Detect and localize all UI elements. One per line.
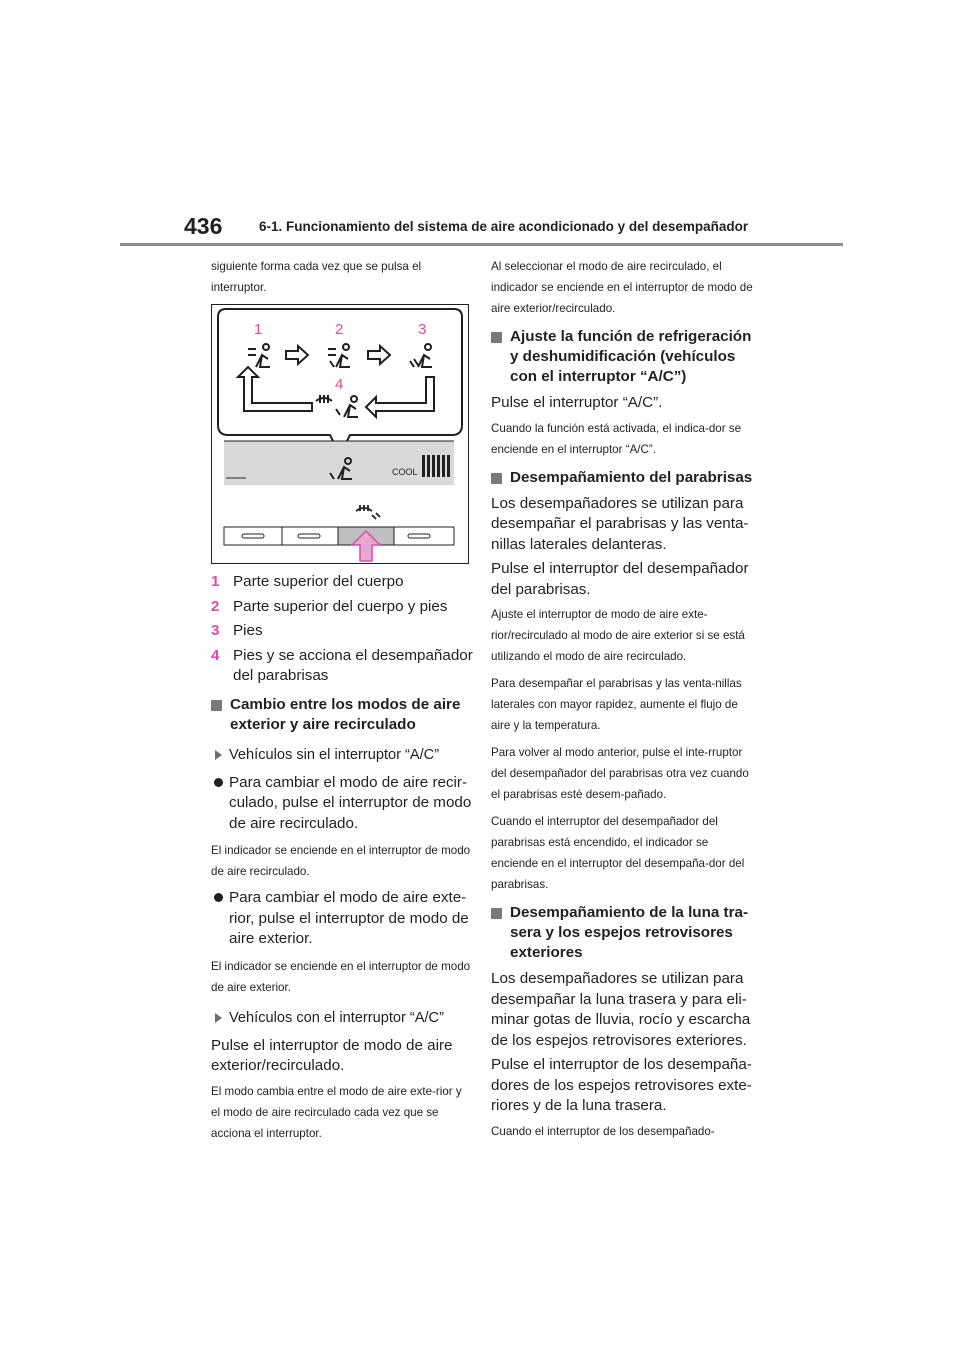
heading-cooling: Ajuste la función de refrigeración y deshumidificación (vehículos con el interruptor “A/C”) [491, 327, 753, 387]
heading-square-icon [211, 700, 222, 711]
body-defoggers-use: Los desempañadores se utilizan para desempañar el parabrisas y las venta-nillas laterales delanteras. [491, 494, 749, 553]
cool-label: COOL [392, 467, 418, 477]
heading-square-icon-3 [491, 473, 502, 484]
triangle-bullet-icon-2 [215, 1013, 222, 1023]
legend-item-2: 2 Parte superior del cuerpo y pies [211, 597, 448, 615]
note-return-previous: Para volver al modo anterior, pulse el inte-rruptor del desempañador del parabrisas otra vez cuando el parabrisas esté desem-pañado. [491, 746, 749, 801]
body-press-defogger: Pulse el interruptor del desempañador del parabrisas. [491, 560, 749, 598]
bullet-recirculated: Para cambiar el modo de aire recir-culado, pulse el interruptor de modo de aire recirculado. [211, 773, 473, 835]
defroster-mode-icon [356, 505, 380, 519]
section-title: 6-1. Funcionamiento del sistema de aire acondicionado y del desempañador [259, 219, 749, 234]
bullet-dot-icon-2 [214, 893, 223, 902]
mode-label-3: 3 [418, 321, 427, 338]
bullet-outside: Para cambiar el modo de aire exte-rior, pulse el interruptor de modo de aire exterior. [211, 888, 473, 950]
airflow-mode-illustration [212, 305, 468, 563]
header-divider [120, 243, 843, 246]
triangle-bullet-icon [215, 750, 222, 760]
note-outside: El indicador se enciende en el interruptor de modo de aire exterior. [211, 959, 471, 994]
heading-square-icon-2 [491, 332, 502, 343]
legend-item-4: 4 Pies y se acciona el desempañador del parabrisas [211, 646, 473, 684]
note-recirc-indicator: Al seleccionar el modo de aire recirculado, el indicador se enciende en el interruptor de modo de aire exterior/recirculado. [491, 260, 753, 315]
heading-air-source: Cambio entre los modos de aire exterior y aire recirculado [211, 695, 473, 735]
bullet-dot-icon [214, 778, 223, 787]
mode-label-4: 4 [335, 376, 344, 393]
note-defogger-indicator: Cuando el interruptor del desempañador del parabrisas está encendido, el indicador se enciende en el interruptor del desempaña-dor del parabrisas. [491, 815, 745, 891]
note-rear-defogger: Cuando el interruptor de los desempañado- [491, 1124, 715, 1138]
note-faster-defog: Para desempañar el parabrisas y las venta-nillas laterales con mayor rapidez, aumente el flujo de aire y la temperatura. [491, 677, 742, 732]
mode-label-1: 1 [254, 321, 263, 338]
airflow-mode-figure [211, 304, 469, 564]
legend-item-1: 1 Parte superior del cuerpo [211, 573, 404, 590]
note-recirculated: El indicador se enciende en el interruptor de modo de aire recirculado. [211, 844, 471, 878]
note-mode-toggle: El modo cambia entre el modo de aire exte-rior y el modo de aire recirculado cada vez que se acciona el interruptor. [211, 1084, 462, 1140]
legend-item-3: 3 Pies [211, 622, 263, 639]
body-press-switch: Pulse el interruptor de modo de aire exterior/recirculado. [211, 1036, 453, 1074]
arrow-item-with-ac: Vehículos con el interruptor “A/C” [211, 1008, 473, 1028]
body-press-ac: Pulse el interruptor “A/C”. [491, 394, 663, 411]
mode-label-2: 2 [335, 321, 344, 338]
note-ac-indicator: Cuando la función está activada, el indica-dor se enciende en el interruptor “A/C”. [491, 421, 742, 456]
heading-rear-defog: Desempañamiento de la luna tra-sera y los espejos retrovisores exteriores [491, 903, 753, 963]
left-column [211, 256, 473, 1150]
arrow-item-no-ac: Vehículos sin el interruptor “A/C” [211, 745, 473, 765]
page-number: 436 [184, 213, 223, 239]
note-set-outside-air: Ajuste el interruptor de modo de aire exte-rior/recirculado al modo de aire exterior si se está utilizando el modo de aire recirculado. [491, 608, 745, 663]
body-press-rear-defogger: Pulse el interruptor de los desempaña-dores de los espejos retrovisores exte-riores y de la luna trasera. [491, 1056, 752, 1114]
heading-square-icon-4 [491, 908, 502, 919]
right-column [491, 256, 753, 1148]
intro-text: siguiente forma cada vez que se pulsa el interruptor. [211, 260, 422, 294]
body-rear-defoggers-use: Los desempañadores se utilizan para desempañar la luna trasera y para eli-minar gotas de lluvia, rocío y escarcha de los espejos retrovisores exteriores. [491, 970, 751, 1049]
heading-windshield-defog: Desempañamiento del parabrisas [491, 468, 753, 488]
